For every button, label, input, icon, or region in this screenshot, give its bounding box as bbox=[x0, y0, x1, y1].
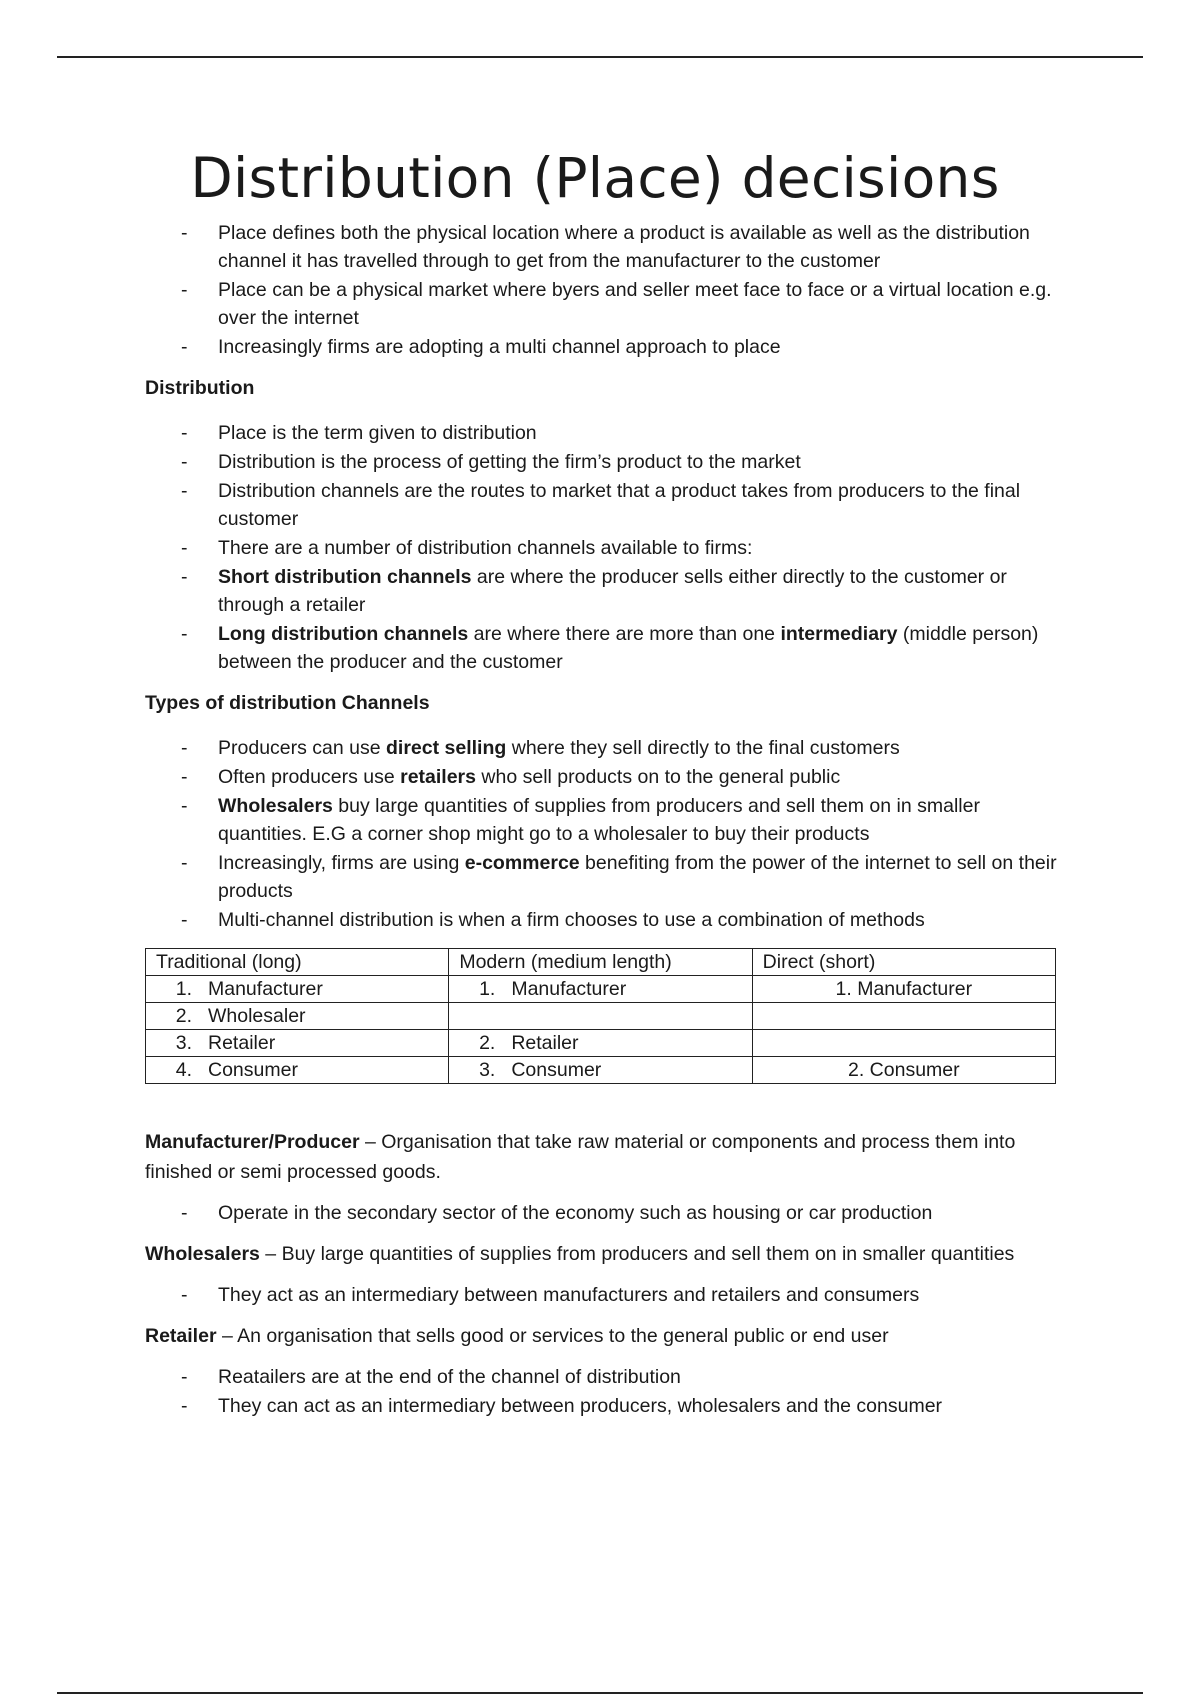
cell-text: Wholesaler bbox=[208, 1005, 306, 1027]
list-item: - Reatailers are at the end of the channel of distribution bbox=[145, 1363, 1065, 1391]
bold-term: Wholesalers bbox=[145, 1243, 260, 1265]
bold-term: Retailer bbox=[145, 1325, 217, 1347]
definition-wholesalers bbox=[145, 1239, 1065, 1269]
table-cell bbox=[449, 1030, 752, 1057]
table-cell bbox=[752, 1030, 1055, 1057]
retailer-list bbox=[145, 1363, 1065, 1420]
list-item: - Distribution channels are the routes to market that a product takes from producers to the final customer bbox=[145, 477, 1065, 533]
bold-term: direct selling bbox=[386, 737, 507, 759]
list-item bbox=[145, 620, 1065, 676]
list-item: - Increasingly firms are adopting a multi channel approach to place bbox=[145, 333, 1065, 361]
cell-text: Consumer bbox=[208, 1059, 298, 1081]
list-item-text: are where the producer sells either directly to the customer or through a retailer bbox=[218, 566, 1007, 616]
table-cell bbox=[146, 1003, 449, 1030]
definition-manufacturer bbox=[145, 1127, 1065, 1187]
table-cell bbox=[146, 1057, 449, 1084]
item-number: 3. bbox=[175, 1032, 192, 1054]
section-heading-types: Types of distribution Channels bbox=[145, 692, 430, 714]
list-item bbox=[145, 563, 1065, 619]
table-cell bbox=[449, 1057, 752, 1084]
list-item: - Place can be a physical market where byers and seller meet face to face or a virtual location e.g. over the internet bbox=[145, 276, 1065, 332]
item-number: 1. bbox=[479, 978, 496, 1000]
list-item bbox=[145, 734, 1065, 762]
table-header-cell: Direct (short) bbox=[752, 949, 1055, 976]
manufacturer-list bbox=[145, 1199, 1065, 1227]
list-item: - Place defines both the physical location where a product is available as well as the distribution channel it has travelled through to get from the manufacturer to the customer bbox=[145, 219, 1065, 275]
item-number: 3. bbox=[479, 1059, 496, 1081]
list-item-text: who sell products on to the general public bbox=[476, 766, 841, 788]
list-item: - They act as an intermediary between manufacturers and retailers and consumers bbox=[145, 1281, 1065, 1309]
bold-term: Short distribution channels bbox=[218, 566, 472, 588]
list-item: - Multi-channel distribution is when a firm chooses to use a combination of methods bbox=[145, 906, 1065, 934]
list-item bbox=[145, 763, 1065, 791]
table-cell bbox=[146, 1030, 449, 1057]
bold-term: retailers bbox=[400, 766, 476, 788]
definition-text: – An organisation that sells good or services to the general public or end user bbox=[216, 1325, 889, 1347]
table-row bbox=[146, 1057, 1056, 1084]
list-item-text: (middle person) between the producer and the customer bbox=[218, 623, 1039, 673]
table-cell bbox=[146, 976, 449, 1003]
list-item-text: are where there are more than one bbox=[468, 623, 781, 645]
page-title: Distribution (Place) decisions bbox=[190, 146, 1000, 210]
bold-term: Wholesalers bbox=[218, 795, 333, 817]
table-cell: 1. Manufacturer bbox=[752, 976, 1055, 1003]
table-header-cell: Traditional (long) bbox=[146, 949, 449, 976]
table-cell bbox=[449, 976, 752, 1003]
list-item: - Operate in the secondary sector of the economy such as housing or car production bbox=[145, 1199, 1065, 1227]
bold-term: intermediary bbox=[780, 623, 898, 645]
list-item: - Place is the term given to distribution bbox=[145, 419, 1065, 447]
table-cell bbox=[449, 1003, 752, 1030]
section-heading-distribution: Distribution bbox=[145, 377, 255, 399]
list-item bbox=[145, 849, 1065, 905]
distribution-channels-table bbox=[145, 948, 1056, 1084]
list-item-text: where they sell directly to the final customers bbox=[506, 737, 900, 759]
bold-term: Long distribution channels bbox=[218, 623, 469, 645]
document-page bbox=[145, 145, 1065, 1421]
cell-text: Retailer bbox=[511, 1032, 579, 1054]
table-row bbox=[146, 976, 1056, 1003]
table-header-cell: Modern (medium length) bbox=[449, 949, 752, 976]
cell-text: Retailer bbox=[208, 1032, 276, 1054]
item-number: 2. bbox=[479, 1032, 496, 1054]
item-number: 1. bbox=[175, 978, 192, 1000]
definition-retailer bbox=[145, 1321, 1065, 1351]
item-number: 4. bbox=[175, 1059, 192, 1081]
table-cell bbox=[752, 1003, 1055, 1030]
list-item-text: Often producers use bbox=[218, 766, 401, 788]
table-header-row bbox=[146, 949, 1056, 976]
list-item: - There are a number of distribution channels available to firms: bbox=[145, 534, 1065, 562]
distribution-list bbox=[145, 419, 1065, 676]
definition-text: – Organisation that take raw material or components and process them into finished or semi processed goods. bbox=[145, 1131, 1016, 1183]
intro-list bbox=[145, 219, 1065, 361]
types-list bbox=[145, 734, 1065, 934]
bold-term: Manufacturer/Producer bbox=[145, 1131, 360, 1153]
item-number: 2. bbox=[175, 1005, 192, 1027]
bottom-rule bbox=[57, 1692, 1143, 1694]
definition-text: – Buy large quantities of supplies from producers and sell them on in smaller quantities bbox=[259, 1243, 1015, 1265]
list-item-text: Producers can use bbox=[218, 737, 387, 759]
cell-text: Manufacturer bbox=[208, 978, 323, 1000]
list-item bbox=[145, 792, 1065, 848]
list-item-text: benefiting from the power of the internet to sell on their products bbox=[218, 852, 1057, 902]
top-rule bbox=[57, 56, 1143, 58]
table-row bbox=[146, 1030, 1056, 1057]
table-row bbox=[146, 1003, 1056, 1030]
list-item-text: Increasingly, firms are using bbox=[218, 852, 465, 874]
cell-text: Consumer bbox=[511, 1059, 602, 1081]
wholesalers-list bbox=[145, 1281, 1065, 1309]
list-item: - Distribution is the process of getting the firm’s product to the market bbox=[145, 448, 1065, 476]
table-cell: 2. Consumer bbox=[752, 1057, 1055, 1084]
bold-term: e-commerce bbox=[464, 852, 580, 874]
cell-text: Manufacturer bbox=[511, 978, 627, 1000]
list-item-text: buy large quantities of supplies from producers and sell them on in smaller quantities. E.G a corner shop might go to a wholesaler to buy their products bbox=[218, 795, 980, 845]
list-item: - They can act as an intermediary between producers, wholesalers and the consumer bbox=[145, 1392, 1065, 1420]
